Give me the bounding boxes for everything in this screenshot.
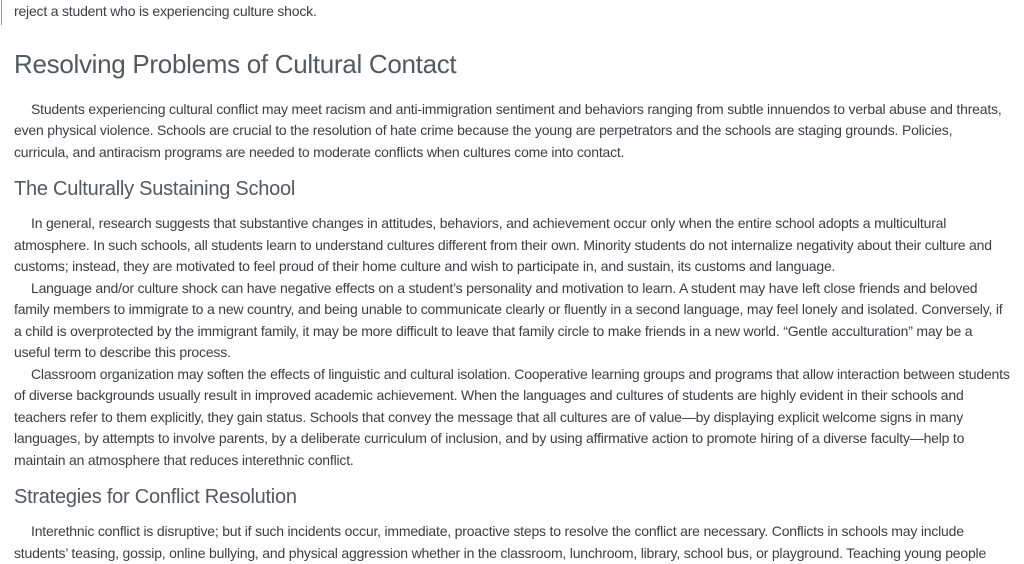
section-heading-strategies-for-conflict-resolution: Strategies for Conflict Resolution (14, 486, 297, 508)
text-caret (1, 0, 2, 25)
paragraph: Interethnic conflict is disruptive; but if such incidents occur, immediate, proactive steps to resolve the conflict are necessary. Conflicts in schools may include students’ teasing, gossip, online bullying, and physical aggression whether in the classroom, lunchroom, library, school bus, or playground. Teaching young people (14, 523, 987, 561)
paragraph: Language and/or culture shock can have negative effects on a student’s personality and motivation to learn. A student may have left close friends and beloved family members to immigrate to a new country, and being unable to communicate clearly or fluently in a second language, may feel lonely and isolated. Conversely, if a child is overprotected by the immigrant family, it may be more difficult to leave that family circle to make friends in a new world. “Gentle acculturation” may be a useful term to describe this process. (14, 279, 1003, 360)
paragraph-continuation: reject a student who is experiencing culture shock. (14, 3, 317, 19)
section-heading-culturally-sustaining-school: The Culturally Sustaining School (14, 178, 296, 200)
intro-paragraph: Students experiencing cultural conflict may meet racism and anti-immigration sentiment and behaviors ranging from subtle innuendos to verbal abuse and threats, even physical violence. Schools are crucial to the resolution of hate crime because the young are perpetrators and the schools are staging grounds. Policies, curricula, and antiracism programs are needed to moderate conflicts when cultures come into contact. (14, 100, 1002, 160)
paragraph: Classroom organization may soften the effects of linguistic and cultural isolation. Cooperative learning groups and programs that allow interaction between students of diverse backgrounds usually result in improved academic achievement. When the languages and cultures of students are highly evident in their schools and teachers refer to them explicitly, they gain status. Schools that convey the message that all cultures are of value—by displaying explicit welcome signs in many languages, by attempts to involve parents, by a deliberate curriculum of inclusion, and by using affirmative action to promote hiring of a diverse faculty—help to maintain an atmosphere that reduces interethnic conflict. (14, 365, 1010, 468)
paragraph: In general, research suggests that substantive changes in attitudes, behaviors, and achievement occur only when the entire school adopts a multicultural atmosphere. In such schools, all students learn to understand cultures different from their own. Minority students do not internalize negativity about their culture and customs; instead, they are motivated to feel proud of their home culture and wish to participate in, and sustain, its customs and language. (14, 215, 992, 274)
page-title: Resolving Problems of Cultural Contact (14, 48, 457, 79)
